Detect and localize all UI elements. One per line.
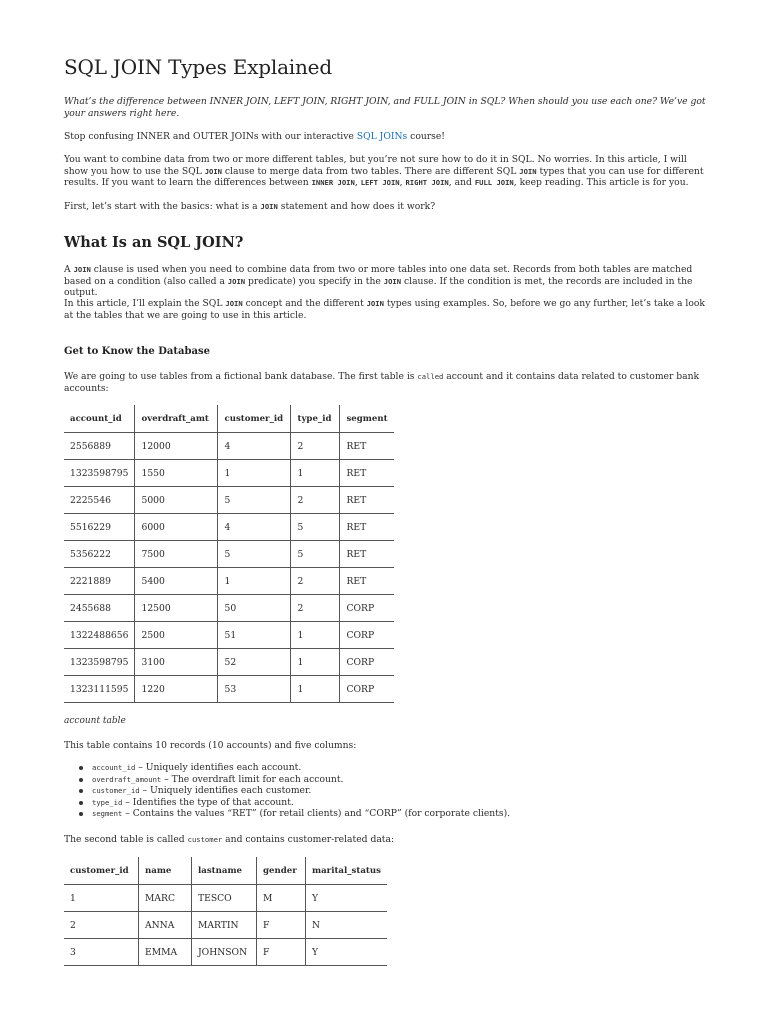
table-cell: CORP [340, 595, 394, 622]
table-cell: 5 [291, 514, 340, 541]
customer-table [64, 857, 387, 966]
text: clause. If the condition is met, the records are included in the output. [64, 275, 693, 299]
customer-intro-paragraph [64, 834, 706, 846]
table-cell: 6000 [135, 514, 218, 541]
table-cell: TESCO [192, 885, 257, 912]
table-cell: 1323598795 [64, 649, 135, 676]
table-row [64, 541, 394, 568]
table-cell: 2 [291, 595, 340, 622]
text: clause to merge data from two tables. There are different SQL [222, 165, 520, 177]
inline-code: JOIN [260, 202, 278, 211]
table-cell: 1 [291, 622, 340, 649]
table-row [64, 912, 387, 939]
column-header: gender [257, 857, 306, 885]
text: and contains customer-related data: [222, 834, 395, 845]
table-cell: 2 [291, 568, 340, 595]
table-cell: 1220 [135, 676, 218, 703]
table-cell: 1322488656 [64, 622, 135, 649]
table-cell: 4 [218, 433, 291, 460]
table-cell: 12500 [135, 595, 218, 622]
table-cell: 5000 [135, 487, 218, 514]
column-header: type_id [291, 405, 340, 433]
table-cell: 1 [218, 568, 291, 595]
inline-code: type_id [92, 797, 123, 807]
text: , [399, 177, 406, 189]
sql-joins-course-link[interactable]: SQL JOINs [356, 131, 408, 142]
text: types that you can use for different results. If you want to learn the differences between [64, 165, 704, 189]
text: – Identifies the type of that account. [122, 796, 294, 808]
table-cell: 2225546 [64, 487, 135, 514]
column-header: segment [340, 405, 394, 433]
column-description-list [64, 762, 510, 820]
text: types using examples. So, before we go any further, let’s take a look at the tables that we are going to use in this article. [64, 298, 705, 321]
table-cell: 5 [218, 487, 291, 514]
table-cell: RET [340, 541, 394, 568]
inline-code: customer [187, 835, 223, 844]
inline-code: JOIN [519, 166, 537, 176]
page-title: SQL JOIN Types Explained [64, 55, 332, 79]
text: – Uniquely identifies each customer. [139, 785, 312, 797]
table-cell: 7500 [135, 541, 218, 568]
inline-code: segment [92, 809, 123, 819]
inline-code: RIGHT JOIN [405, 178, 449, 188]
list-item [92, 785, 510, 797]
text: statement and how does it work? [277, 201, 436, 212]
section-heading-what-is-join: What Is an SQL JOIN? [64, 234, 244, 251]
table-cell: 1 [64, 885, 139, 912]
table-row [64, 595, 394, 622]
inline-code: JOIN [366, 299, 384, 308]
list-item [92, 774, 510, 786]
join-definition-paragraph [64, 264, 706, 299]
subheading-database: Get to Know the Database [64, 346, 210, 357]
text: – Contains the values “RET” (for retail clients) and “CORP” (for corporate clients). [122, 808, 511, 820]
table-cell: 52 [218, 649, 291, 676]
table-cell: F [257, 912, 306, 939]
column-header: account_id [64, 405, 135, 433]
column-header: lastname [192, 857, 257, 885]
table-cell: 5400 [135, 568, 218, 595]
table-cell: F [257, 939, 306, 966]
inline-code: overdraft_amount [92, 774, 162, 784]
column-header: name [139, 857, 192, 885]
table-cell: MARTIN [192, 912, 257, 939]
bullet-icon [79, 778, 83, 782]
text: In this article, I’ll explain the SQL [64, 298, 226, 309]
table-row [64, 622, 394, 649]
table-cell: RET [340, 487, 394, 514]
inline-code: customer_id [92, 786, 140, 796]
inline-code: JOIN [204, 166, 223, 176]
inline-code: JOIN [383, 276, 402, 286]
table-cell: 53 [218, 676, 291, 703]
promo-text: Stop confusing INNER and OUTER JOINs with our interactive [64, 131, 357, 142]
account-table-header-row [64, 405, 394, 433]
table-row [64, 433, 394, 460]
text: predicate) you specify in the [245, 275, 384, 287]
table-cell: CORP [340, 649, 394, 676]
basics-paragraph [64, 201, 706, 213]
account-table [64, 405, 394, 703]
table-row [64, 676, 394, 703]
list-item [92, 762, 510, 774]
columns-intro-paragraph: This table contains 10 records (10 accounts) and five columns: [64, 740, 357, 751]
table-cell: 4 [218, 514, 291, 541]
text: A [64, 264, 74, 275]
text: , keep reading. This article is for you. [513, 177, 689, 189]
table-cell: CORP [340, 622, 394, 649]
table-cell: 1 [218, 460, 291, 487]
table-cell: CORP [340, 676, 394, 703]
bullet-icon [79, 766, 83, 770]
text: The second table is called [64, 834, 188, 845]
table-row [64, 487, 394, 514]
table-cell: ANNA [139, 912, 192, 939]
inline-code: account_id [92, 763, 136, 772]
text: You want to combine data from two or more different tables, but you’re not sure how to do it in SQL. No worries. In this article, I will show you how to use the SQL [64, 154, 687, 177]
bullet-icon [79, 812, 83, 816]
inline-code: called [417, 372, 444, 381]
column-header: overdraft_amt [135, 405, 218, 433]
customer-table-header-row [64, 857, 387, 885]
table-cell: MARC [139, 885, 192, 912]
bullet-icon [79, 789, 83, 793]
table-row [64, 568, 394, 595]
table-cell: 5516229 [64, 514, 135, 541]
intro-body-paragraph [64, 154, 706, 189]
table-cell: 2 [291, 487, 340, 514]
text: We are going to use tables from a fictional bank database. The first table is [64, 371, 418, 382]
table-cell: RET [340, 514, 394, 541]
table-row [64, 514, 394, 541]
table-cell: 5 [291, 541, 340, 568]
table-cell: 50 [218, 595, 291, 622]
table-cell: 1323598795 [64, 460, 135, 487]
table-cell: 2 [291, 433, 340, 460]
table-row [64, 460, 394, 487]
list-item [92, 797, 510, 809]
table-cell: 1 [291, 676, 340, 703]
column-header: customer_id [64, 857, 139, 885]
column-header: marital_status [306, 857, 388, 885]
table-cell: 3 [64, 939, 139, 966]
list-item [92, 808, 510, 820]
table-cell: EMMA [139, 939, 192, 966]
table-cell: 12000 [135, 433, 218, 460]
table-cell: RET [340, 460, 394, 487]
text: , and [448, 177, 475, 189]
text: – The overdraft limit for each account. [161, 773, 344, 785]
inline-code: JOIN [73, 265, 91, 274]
table-cell: Y [306, 939, 388, 966]
table-cell: M [257, 885, 306, 912]
table-cell: 1323111595 [64, 676, 135, 703]
table-cell: 51 [218, 622, 291, 649]
text: clause is used when you need to combine data from two or more tables into one data set. Records from both tables are matched based on a condition (also called a [64, 264, 693, 287]
table-cell: 1 [291, 460, 340, 487]
table-cell: 2556889 [64, 433, 135, 460]
inline-code: JOIN [225, 299, 243, 308]
customer-table-body [64, 885, 387, 966]
table-cell: 2 [64, 912, 139, 939]
table-cell: 2221889 [64, 568, 135, 595]
promo-text-end: course! [407, 131, 446, 142]
table-cell: 2455688 [64, 595, 135, 622]
table-cell: Y [306, 885, 388, 912]
text: concept and the different [242, 298, 367, 309]
table-cell: RET [340, 433, 394, 460]
text: , [354, 177, 361, 189]
inline-code: LEFT JOIN [360, 178, 400, 188]
inline-code: JOIN [227, 276, 246, 286]
inline-code: FULL JOIN [474, 178, 514, 188]
table-cell: 5356222 [64, 541, 135, 568]
examples-paragraph [64, 298, 706, 321]
table-row [64, 939, 387, 966]
database-paragraph [64, 371, 706, 394]
table-cell: 2500 [135, 622, 218, 649]
table-cell: 1550 [135, 460, 218, 487]
account-table-body [64, 433, 394, 703]
text: – Uniquely identifies each account. [135, 762, 302, 773]
table-cell: 1 [291, 649, 340, 676]
table-cell: RET [340, 568, 394, 595]
promo-paragraph [64, 131, 706, 143]
column-header: customer_id [218, 405, 291, 433]
table-cell: N [306, 912, 388, 939]
table-cell: 3100 [135, 649, 218, 676]
bullet-icon [79, 801, 83, 805]
text: account and it contains data related to customer bank accounts: [64, 371, 700, 394]
text: First, let’s start with the basics: what is a [64, 201, 261, 212]
table-row [64, 885, 387, 912]
table-row [64, 649, 394, 676]
intro-paragraph: What’s the difference between INNER JOIN, LEFT JOIN, RIGHT JOIN, and FULL JOIN in SQL? When should you use each one? We’ve got your answers right here. [64, 96, 706, 119]
table-cell: JOHNSON [192, 939, 257, 966]
account-table-caption: account table [64, 716, 126, 726]
table-cell: 5 [218, 541, 291, 568]
inline-code: INNER JOIN [311, 178, 355, 188]
